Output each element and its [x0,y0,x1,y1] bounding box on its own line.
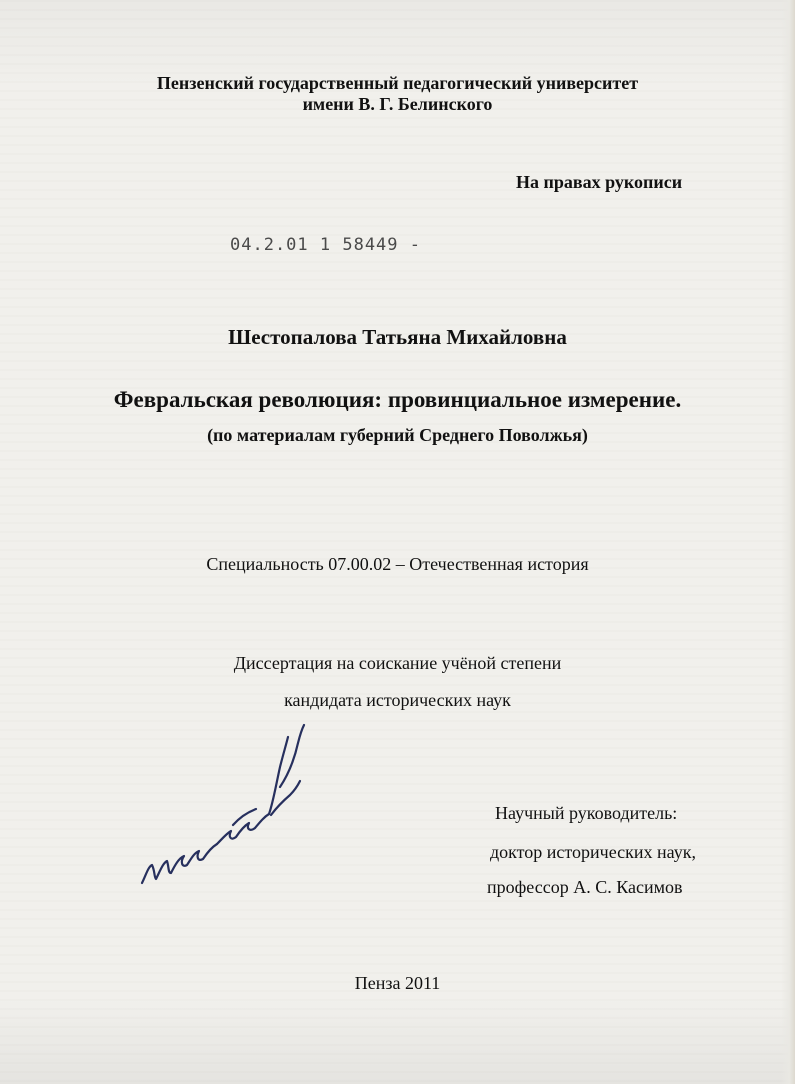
page-edge-shadow [781,0,795,1084]
degree-line2: кандидата исторических наук [284,690,511,710]
thesis-title: Февральская революция: провинциальное измерение. [113,387,682,412]
place-and-year: Пенза 2011 [354,973,441,993]
manuscript-rights-note: На правах рукописи [516,172,683,192]
library-stamp-number: 04.2.01 1 58449 - [230,235,421,255]
thesis-subtitle: (по материалам губерний Среднего Поволжья) [207,425,588,445]
degree-line1: Диссертация на соискание учёной степени [233,653,562,673]
supervisor-label: Научный руководитель: [495,803,678,823]
university-name-line2: имени В. Г. Белинского [302,94,493,114]
supervisor-name: профессор А. С. Касимов [487,877,683,897]
speciality-line: Специальность 07.00.02 – Отечественная история [206,554,589,574]
handwritten-signature [130,715,320,905]
author-name: Шестопалова Татьяна Михайловна [228,325,567,349]
university-name-line1: Пензенский государственный педагогический университет [156,73,639,93]
supervisor-degree: доктор исторических наук, [490,842,696,862]
